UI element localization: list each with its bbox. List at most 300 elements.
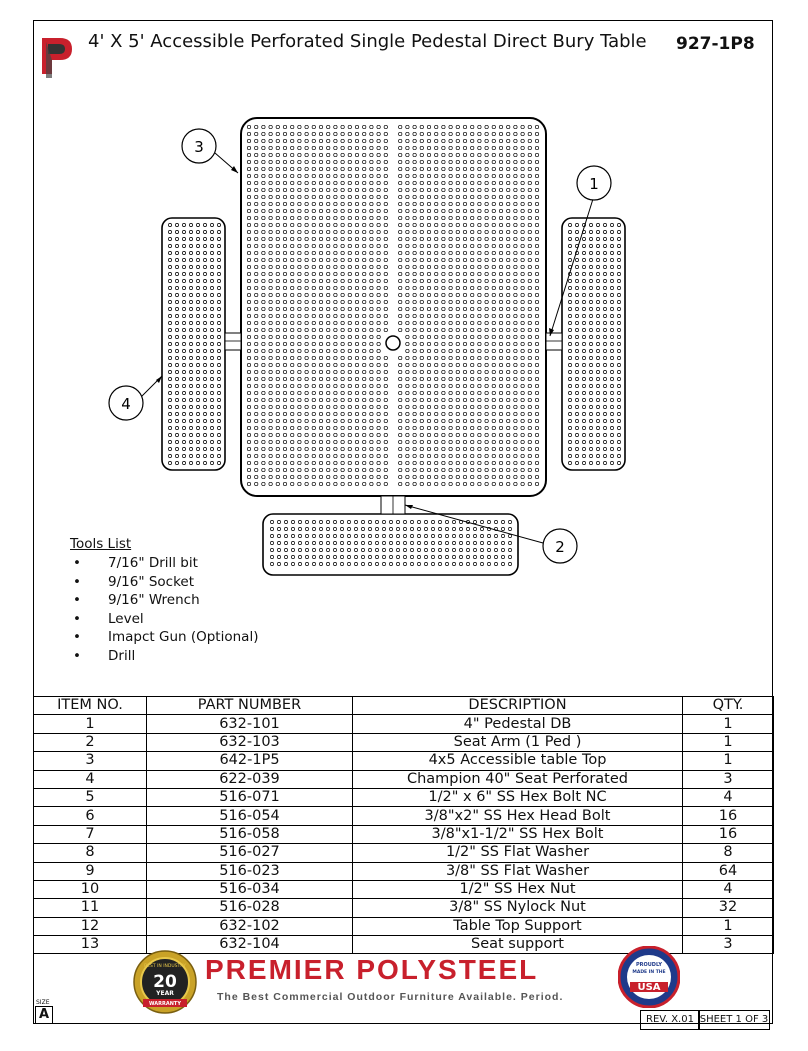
perforation-dot (370, 447, 373, 450)
perforation-dot (492, 335, 495, 338)
perforation-dot (463, 293, 466, 296)
perforation-dot (196, 405, 199, 408)
perforation-dot (435, 398, 438, 401)
perforation-dot (269, 230, 272, 233)
perforation-dot (319, 468, 322, 471)
perforation-dot (384, 279, 387, 282)
perforation-dot (298, 520, 301, 523)
perforation-dot (521, 237, 524, 240)
perforation-dot (269, 300, 272, 303)
perforation-dot (582, 461, 585, 464)
perforation-dot (420, 125, 423, 128)
perforation-dot (435, 293, 438, 296)
perforation-dot (341, 328, 344, 331)
perforation-dot (589, 426, 592, 429)
perforation-dot (507, 426, 510, 429)
perforation-dot (247, 384, 250, 387)
perforation-dot (355, 181, 358, 184)
perforation-dot (319, 342, 322, 345)
size-label: SIZE (36, 999, 50, 1006)
perforation-dot (384, 230, 387, 233)
perforation-dot (420, 153, 423, 156)
perforation-dot (319, 541, 322, 544)
perforation-dot (449, 223, 452, 226)
perforation-dot (340, 555, 343, 558)
perforation-dot (196, 454, 199, 457)
perforation-dot (449, 146, 452, 149)
perforation-dot (449, 244, 452, 247)
perforation-dot (384, 167, 387, 170)
perforation-dot (521, 363, 524, 366)
perforation-dot (485, 349, 488, 352)
perforation-dot (262, 132, 265, 135)
perforation-dot (341, 188, 344, 191)
perforation-dot (406, 188, 409, 191)
perforation-dot (420, 195, 423, 198)
perforation-dot (203, 426, 206, 429)
perforation-dot (442, 328, 445, 331)
perforation-dot (312, 202, 315, 205)
perforation-dot (341, 223, 344, 226)
perforation-dot (603, 356, 606, 359)
perforation-dot (420, 216, 423, 219)
perforation-dot (312, 520, 315, 523)
perforation-dot (276, 216, 279, 219)
perforation-dot (370, 356, 373, 359)
perforation-dot (382, 527, 385, 530)
perforation-dot (420, 321, 423, 324)
perforation-dot (575, 461, 578, 464)
perforation-dot (291, 286, 294, 289)
perforation-dot (377, 440, 380, 443)
perforation-dot (217, 314, 220, 317)
perforation-dot (247, 440, 250, 443)
perforation-dot (521, 223, 524, 226)
perforation-dot (348, 202, 351, 205)
perforation-dot (471, 174, 474, 177)
perforation-dot (610, 426, 613, 429)
perforation-dot (568, 230, 571, 233)
perforation-dot (348, 258, 351, 261)
perforation-dot (175, 258, 178, 261)
perforation-dot (370, 482, 373, 485)
perforation-dot (182, 447, 185, 450)
perforation-dot (466, 534, 469, 537)
perforation-dot (312, 230, 315, 233)
perforation-dot (319, 153, 322, 156)
perforation-dot (377, 265, 380, 268)
perforation-dot (203, 251, 206, 254)
perforation-dot (283, 314, 286, 317)
perforation-dot (449, 139, 452, 142)
perforation-dot (463, 230, 466, 233)
perforation-dot (327, 307, 330, 310)
perforation-dot (334, 384, 337, 387)
perforation-dot (528, 139, 531, 142)
perforation-dot (514, 328, 517, 331)
perforation-dot (603, 342, 606, 345)
perforation-dot (589, 321, 592, 324)
perforation-dot (210, 440, 213, 443)
perforation-dot (319, 139, 322, 142)
perforation-dot (370, 251, 373, 254)
perforation-dot (327, 482, 330, 485)
perforation-dot (449, 125, 452, 128)
perforation-dot (175, 419, 178, 422)
perforation-dot (435, 223, 438, 226)
perforation-dot (507, 405, 510, 408)
perforation-dot (189, 321, 192, 324)
perforation-dot (582, 335, 585, 338)
perforation-dot (499, 195, 502, 198)
perforation-dot (589, 412, 592, 415)
bom-cell: 11 (34, 899, 147, 917)
perforation-dot (589, 251, 592, 254)
perforation-dot (312, 468, 315, 471)
perforation-dot (377, 237, 380, 240)
perforation-dot (420, 398, 423, 401)
perforation-dot (449, 370, 452, 373)
perforation-dot (312, 342, 315, 345)
perforation-dot (210, 286, 213, 289)
perforation-dot (492, 328, 495, 331)
perforation-dot (610, 293, 613, 296)
perforation-dot (355, 125, 358, 128)
perforation-dot (456, 370, 459, 373)
perforation-dot (535, 342, 538, 345)
perforation-dot (413, 468, 416, 471)
perforation-dot (406, 370, 409, 373)
perforation-dot (196, 328, 199, 331)
perforation-dot (449, 342, 452, 345)
perforation-dot (485, 307, 488, 310)
perforation-dot (347, 562, 350, 565)
perforation-dot (312, 237, 315, 240)
perforation-dot (377, 447, 380, 450)
perforation-dot (399, 251, 402, 254)
perforation-dot (175, 321, 178, 324)
perforation-dot (420, 300, 423, 303)
perforation-dot (262, 251, 265, 254)
perforation-dot (575, 314, 578, 317)
perforation-dot (334, 132, 337, 135)
perforation-dot (507, 363, 510, 366)
perforation-dot (492, 230, 495, 233)
perforation-dot (459, 548, 462, 551)
perforation-dot (305, 548, 308, 551)
perforation-dot (610, 433, 613, 436)
perforation-dot (305, 300, 308, 303)
seat-arm-right (546, 333, 562, 350)
perforation-dot (420, 426, 423, 429)
perforation-dot (582, 433, 585, 436)
perforation-dot (610, 370, 613, 373)
perforation-dot (348, 384, 351, 387)
bom-cell: 4 (683, 788, 774, 806)
perforation-dot (492, 468, 495, 471)
perforation-dot (305, 363, 308, 366)
perforation-dot (255, 307, 258, 310)
perforation-dot (370, 321, 373, 324)
perforation-dot (589, 398, 592, 401)
perforation-dot (499, 272, 502, 275)
perforation-dot (334, 293, 337, 296)
perforation-dot (521, 342, 524, 345)
perforation-dot (406, 237, 409, 240)
table-row (34, 715, 774, 733)
perforation-dot (582, 384, 585, 387)
perforation-dot (528, 146, 531, 149)
perforation-dot (535, 314, 538, 317)
perforation-dot (478, 286, 481, 289)
perforation-dot (262, 475, 265, 478)
bom-header-part-number: PART NUMBER (147, 697, 353, 715)
perforation-dot (485, 433, 488, 436)
perforation-dot (327, 153, 330, 156)
perforation-dot (449, 167, 452, 170)
bom-cell: 64 (683, 862, 774, 880)
perforation-dot (442, 244, 445, 247)
perforation-dot (247, 482, 250, 485)
perforation-dot (521, 440, 524, 443)
perforation-dot (492, 384, 495, 387)
perforation-dot (478, 342, 481, 345)
perforation-dot (217, 251, 220, 254)
perforation-dot (312, 216, 315, 219)
perforation-dot (471, 454, 474, 457)
perforation-dot (247, 202, 250, 205)
perforation-dot (535, 139, 538, 142)
perforation-dot (283, 412, 286, 415)
perforation-dot (568, 251, 571, 254)
perforation-dot (582, 405, 585, 408)
perforation-dot (384, 405, 387, 408)
perforation-dot (603, 426, 606, 429)
perforation-dot (182, 237, 185, 240)
perforation-dot (575, 426, 578, 429)
perforation-dot (370, 440, 373, 443)
perforation-dot (312, 188, 315, 191)
perforation-dot (399, 125, 402, 128)
perforation-dot (406, 314, 409, 317)
perforation-dot (312, 391, 315, 394)
perforation-dot (535, 391, 538, 394)
perforation-dot (435, 314, 438, 317)
perforation-dot (514, 356, 517, 359)
perforation-dot (568, 412, 571, 415)
perforation-dot (276, 279, 279, 282)
perforation-dot (492, 272, 495, 275)
perforation-dot (269, 440, 272, 443)
perforation-dot (406, 398, 409, 401)
perforation-dot (485, 293, 488, 296)
perforation-dot (305, 244, 308, 247)
perforation-dot (363, 328, 366, 331)
perforation-dot (603, 398, 606, 401)
perforation-dot (603, 461, 606, 464)
perforation-dot (438, 520, 441, 523)
perforation-dot (168, 405, 171, 408)
perforation-dot (521, 328, 524, 331)
perforation-dot (319, 328, 322, 331)
perforation-dot (370, 202, 373, 205)
perforation-dot (485, 447, 488, 450)
perforation-dot (291, 146, 294, 149)
perforation-dot (471, 258, 474, 261)
perforation-dot (334, 377, 337, 380)
perforation-dot (384, 195, 387, 198)
perforation-dot (420, 328, 423, 331)
perforation-dot (485, 251, 488, 254)
perforation-dot (435, 321, 438, 324)
perforation-dot (175, 237, 178, 240)
perforation-dot (442, 195, 445, 198)
perforation-dot (427, 202, 430, 205)
perforation-dot (420, 384, 423, 387)
perforation-dot (189, 300, 192, 303)
tools-list-title: Tools List (70, 536, 132, 552)
perforation-dot (514, 195, 517, 198)
perforation-dot (449, 286, 452, 289)
perforation-dot (389, 527, 392, 530)
perforation-dot (449, 293, 452, 296)
perforation-dot (478, 398, 481, 401)
perforation-dot (276, 356, 279, 359)
bom-cell: 7 (34, 825, 147, 843)
perforation-dot (305, 160, 308, 163)
perforation-dot (456, 265, 459, 268)
perforation-dot (348, 279, 351, 282)
perforation-dot (406, 181, 409, 184)
perforation-dot (189, 293, 192, 296)
bom-cell: 3/8" SS Flat Washer (353, 862, 683, 880)
perforation-dot (617, 419, 620, 422)
perforation-dot (255, 293, 258, 296)
callout-1 (577, 166, 611, 200)
perforation-dot (528, 181, 531, 184)
perforation-dot (427, 461, 430, 464)
perforation-dot (334, 237, 337, 240)
perforation-dot (326, 541, 329, 544)
perforation-dot (312, 541, 315, 544)
perforation-dot (189, 440, 192, 443)
perforation-dot (507, 279, 510, 282)
perforation-dot (399, 146, 402, 149)
perforation-dot (247, 349, 250, 352)
perforation-dot (473, 541, 476, 544)
perforation-dot (291, 541, 294, 544)
perforation-dot (377, 384, 380, 387)
bom-cell: Seat support (353, 936, 683, 954)
perforation-dot (449, 468, 452, 471)
perforation-dot (427, 468, 430, 471)
perforation-dot (298, 447, 301, 450)
perforation-dot (413, 209, 416, 212)
perforation-dot (312, 265, 315, 268)
perforation-dot (363, 230, 366, 233)
perforation-dot (456, 209, 459, 212)
perforation-dot (442, 300, 445, 303)
perforation-dot (370, 293, 373, 296)
perforation-dot (449, 447, 452, 450)
perforation-dot (291, 520, 294, 523)
perforation-dot (485, 272, 488, 275)
perforation-dot (217, 440, 220, 443)
perforation-dot (596, 391, 599, 394)
perforation-dot (298, 209, 301, 212)
perforation-dot (610, 230, 613, 233)
perforation-dot (568, 440, 571, 443)
perforation-dot (478, 216, 481, 219)
perforation-dot (210, 265, 213, 268)
perforation-dot (589, 349, 592, 352)
perforation-dot (283, 174, 286, 177)
perforation-dot (262, 293, 265, 296)
perforation-dot (499, 433, 502, 436)
perforation-dot (276, 265, 279, 268)
perforation-dot (255, 321, 258, 324)
perforation-dot (535, 230, 538, 233)
table-row (34, 770, 774, 788)
perforation-dot (363, 314, 366, 317)
perforation-dot (485, 223, 488, 226)
perforation-dot (312, 412, 315, 415)
bom-cell: Table Top Support (353, 917, 683, 935)
perforation-dot (355, 482, 358, 485)
perforation-dot (514, 202, 517, 205)
perforation-dot (528, 440, 531, 443)
perforation-dot (480, 534, 483, 537)
perforation-dot (528, 307, 531, 310)
perforation-dot (203, 293, 206, 296)
perforation-dot (269, 153, 272, 156)
perforation-dot (377, 174, 380, 177)
perforation-dot (384, 412, 387, 415)
perforation-dot (298, 272, 301, 275)
perforation-dot (535, 153, 538, 156)
perforation-dot (617, 363, 620, 366)
perforation-dot (535, 300, 538, 303)
perforation-dot (463, 195, 466, 198)
perforation-dot (406, 286, 409, 289)
perforation-dot (168, 230, 171, 233)
perforation-dot (334, 216, 337, 219)
perforation-dot (189, 370, 192, 373)
perforation-dot (168, 461, 171, 464)
perforation-dot (298, 160, 301, 163)
perforation-dot (406, 216, 409, 219)
perforation-dot (283, 356, 286, 359)
perforation-dot (319, 244, 322, 247)
perforation-dot (354, 520, 357, 523)
perforation-dot (377, 321, 380, 324)
perforation-dot (269, 258, 272, 261)
perforation-dot (610, 412, 613, 415)
perforation-dot (406, 251, 409, 254)
perforation-dot (203, 342, 206, 345)
perforation-dot (363, 482, 366, 485)
perforation-dot (363, 146, 366, 149)
bom-cell: 6 (34, 807, 147, 825)
perforation-dot (377, 370, 380, 373)
perforation-dot (196, 258, 199, 261)
perforation-dot (319, 146, 322, 149)
perforation-dot (277, 555, 280, 558)
perforation-dot (377, 475, 380, 478)
perforation-dot (312, 405, 315, 408)
perforation-dot (492, 356, 495, 359)
perforation-dot (348, 132, 351, 135)
